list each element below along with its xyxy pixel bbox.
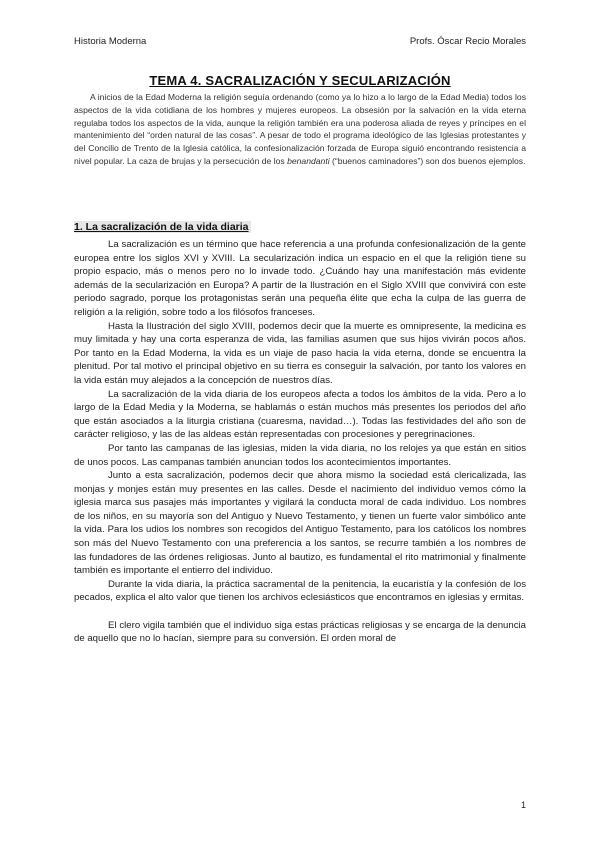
body-paragraph: Por tanto las campanas de las iglesias, miden la vida diaria, no los relojes ya que están en sitios de unos pocos. Las campanas también anuncian todos los acontecimientos importantes. — [74, 442, 526, 468]
body-paragraph: La sacralización de la vida diaria de los europeos afecta a todos los ámbitos de la vida. Pero a lo largo de la Edad Media y la Moderna, se hablamás o están muchos más presentes los periodos del año que están asociados a la liturgia cristiana (cuaresma, navidad…). Todas las festividades del año son de carácter religioso, y las de las aldeas están representadas con procesiones y peregrinaciones. — [74, 388, 526, 441]
body-paragraph: La sacralización es un término que hace referencia a una profunda confesionalización de la gente europea entre los siglos XVI y XVIII. La secularización indica un espacio en el que la religión tiene su propio espacio, más o menos pero no lo invade todo. ¿Cuándo hay una manifestación más evidente además de la secularización en Europa? A partir de la Ilustración en el Siglo XVIII que convivirá con este periodo sagrado, porque los protagonistas serán una pequeña élite que echa la culpa de las guerra de religión a la religión, sobre todo a los filósofos franceses. — [74, 239, 526, 318]
body-paragraph: El clero vigila también que el individuo siga estas prácticas religiosas y se encarga de la denuncia de aquello que no lo hacían, siempre para su conversión. El orden moral de — [74, 619, 526, 645]
document-title: TEMA 4. SACRALIZACIÓN Y SECULARIZACIÓN — [149, 73, 451, 88]
page-header — [74, 36, 526, 47]
header-professor: Profs. Óscar Recio Morales — [409, 36, 526, 47]
body-paragraph: Hasta la Ilustración del siglo XVIII, podemos decir que la muerte es omnipresente, la medicina es muy limitada y hay una corta esperanza de vida, las familias asumen que sus hijos vivirán pocos años. Por tanto en la Edad Moderna, la vida es un viaje de paso hacia la vida eterna, donde se encuentra la plenitud. Por tal motivo el principal objetivo en su tierra es conseguir la salvación, por tanto los valores en la vida están muy alejados a la concepción de nuestros días. — [74, 320, 526, 386]
intro-text-end: (“buenos caminadores”) son dos buenos ejemplos. — [329, 155, 526, 166]
body-paragraph: Junto a esta sacralización, podemos decir que ahora mismo la sociedad está clericalizada, las monjas y monjes están muy presentes en las calles. Desde el nacimiento del individuo vemos cómo la iglesia marca sus pasajes más importantes y vigilará la conducta moral de cada individuo. Los nombres de los niños, en su mayoría son del Antiguo y Nuevo Testamento, y tienen un fuerte valor simbólico ante la vida. Para los udios los nombres son recogidos del Antiguo Testamento, para los católicos los nombres son más del Nuevo Testamento con una preferencia a los santos, se recurre también a los nombres de las fundadores de las órdenes religiosas. Junto al bautizo, es fundamental el rito matrimonial y finalmente también es importante el entierro del individuo. — [74, 470, 526, 577]
page-number: 1 — [520, 800, 526, 810]
section-body — [74, 238, 526, 646]
header-course-title: Historia Moderna — [74, 36, 147, 47]
intro-paragraph — [74, 91, 526, 168]
intro-italic-term: benandanti — [287, 155, 330, 166]
body-paragraph: Durante la vida diaria, la práctica sacramental de la penitencia, la eucaristía y la confesión de los pecados, explica el alto valor que tienen los archivos eclesiásticos que encontramos en iglesias y ermitas. — [74, 578, 526, 604]
section-heading: 1. La sacralización de la vida diaria — [74, 221, 249, 233]
intro-text-start: A inicios de la Edad Moderna la religión seguía ordenando (como ya lo hizo a lo largo de la Edad Media) todos los aspectos de la vida cotidiana de los hombres y mujeres europeos. La obsesión por la salvación en la vida eterna regulaba todos los aspectos de la vida, aunque la religión también era una poderosa aliada de reyes y príncipes en el mantenimiento del “orden natural de las cosas”. A pesar de todo el programa ideológico de las Iglesias protestantes y del Concilio de Trento de la Iglesia católica, la confesionalización forzada de Europa siguió encontrando resistencia a nivel popular. La caza de brujas y la persecución de los — [74, 92, 526, 166]
